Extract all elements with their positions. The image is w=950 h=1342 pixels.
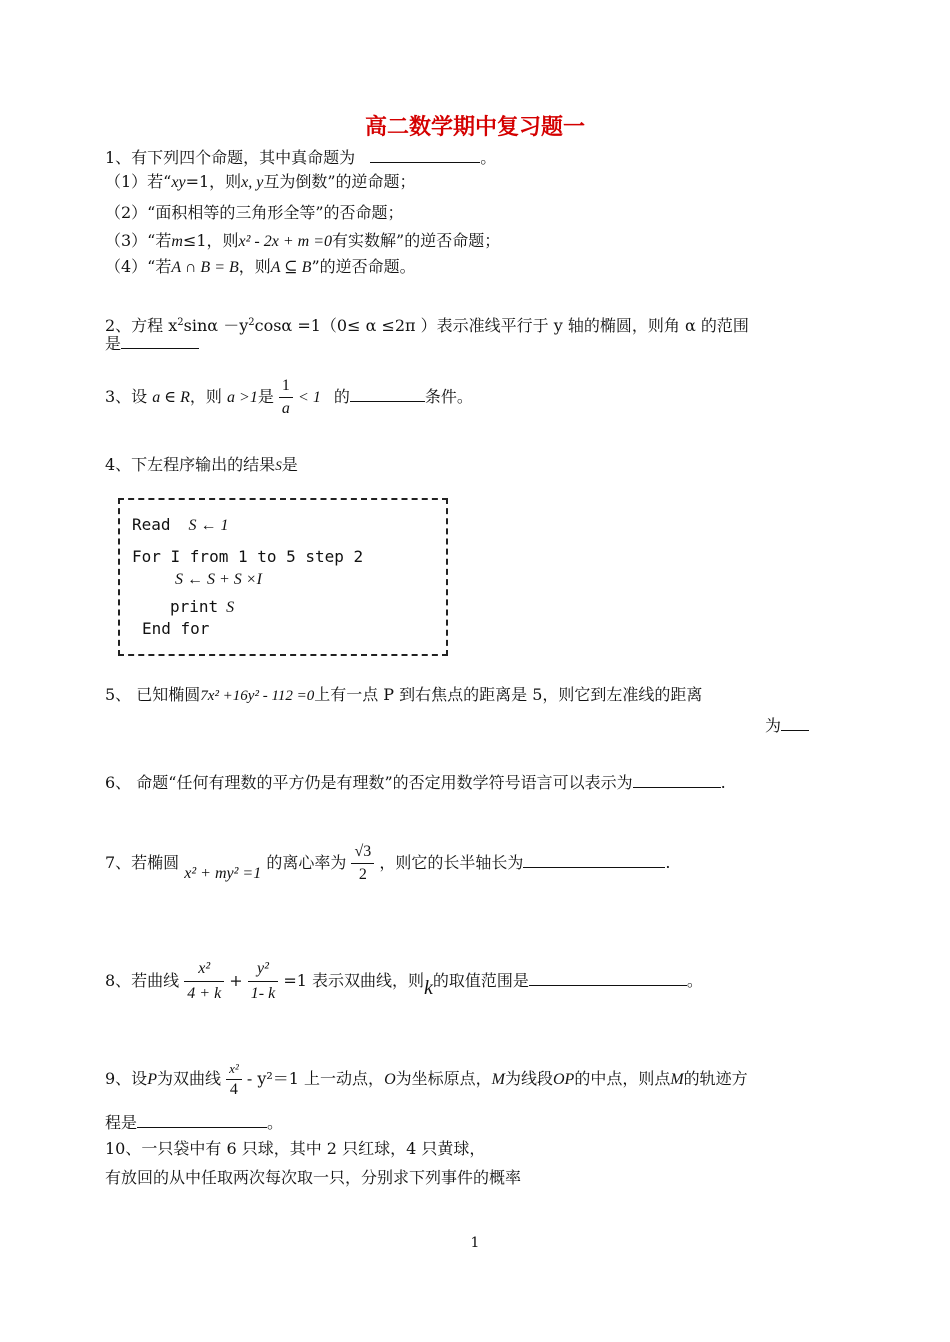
question-2-line-2: 是 <box>105 333 199 354</box>
code-line-end: End for <box>142 619 210 638</box>
question-6: 6、 命题“任何有理数的平方仍是有理数”的否定用数学符号语言可以表示为 . <box>105 773 726 792</box>
fraction-x2-over-4: $\frac{\text{x²}}{4}$ <box>226 1059 242 1100</box>
question-1-stem: 1、有下列四个命题，其中真命题为 。 <box>105 148 497 167</box>
question-5-line-2: 为 <box>765 715 809 736</box>
question-5-line-1: 5、 已知椭圆7x² +16y² - 112 =0上有一点 P 到右焦点的距离是 5，则它到左准线的距离 <box>105 685 703 704</box>
question-9-line-2: 程是 。 <box>105 1113 284 1132</box>
question-1-item-3: （3）“若m≤1，则x² - 2x + m =0有实数解”的逆否命题； <box>105 231 501 250</box>
answer-blank-6[interactable] <box>633 772 721 788</box>
code-line-print: print S <box>170 597 235 616</box>
answer-blank-3[interactable] <box>350 386 425 402</box>
question-8: 8、若曲线 $\frac{\text{x²}}{4 + k}$ + $\frac{\text{y²}}{1- k}$ =1 表示双曲线，则k的取值范围是 。 <box>105 950 703 1011</box>
answer-blank-5[interactable] <box>781 715 809 731</box>
answer-blank-8[interactable] <box>529 970 687 986</box>
code-line-read: Read S ← 1 <box>132 515 229 534</box>
code-line-for: For I from 1 to 5 step 2 <box>132 547 364 566</box>
question-4: 4、下左程序输出的结果S是 <box>105 455 298 474</box>
answer-blank-9[interactable] <box>137 1112 267 1128</box>
answer-blank-7[interactable] <box>523 852 665 868</box>
fraction-sqrt3-over-2: $\frac{√3}{2}$ <box>351 841 374 886</box>
fraction-1-over-a: $\frac{1}{a}$ <box>279 375 293 420</box>
question-3: 3、设 a ∈ R，则 a >1是 $\frac{1}{a}$ < 1 的 条件。 <box>105 374 473 421</box>
program-code-box <box>118 498 448 656</box>
question-1-item-2: （2）“面积相等的三角形全等”的否命题； <box>105 203 404 222</box>
question-1-item-4: （4）“若A ∩ B = B，则A ⊆ B”的逆否命题。 <box>105 257 416 276</box>
question-10-line-1: 10、一只袋中有 6 只球，其中 2 只红球，4 只黄球， <box>105 1139 486 1158</box>
fraction-x2-over-4pk: $\frac{\text{x²}}{4 + k}$ <box>184 957 224 1006</box>
question-10-line-2: 有放回的从中任取两次每次取一只，分别求下列事件的概率 <box>105 1168 522 1187</box>
question-2-line-1: 2、方程 $x^2\sin\alpha -y^2\cos\alpha =1(0\le \alpha \le 2\pi$ ）表示准线平行于 y 轴的椭圆，则角 α 的范围 <box>105 316 749 335</box>
answer-blank-1[interactable] <box>370 147 480 163</box>
code-line-assign: S ← S + S ×I <box>175 571 262 588</box>
page-number: 1 <box>470 1235 480 1251</box>
question-9-line-1: 9、设P为双曲线 $\frac{\text{x²}}{4}$ - y²＝1 上一动点，O为坐标原点，M为线段OP的中点，则点M的轨迹方 <box>105 1061 748 1098</box>
question-1-item-1: （1）若“xy=1，则x, y互为倒数”的逆命题； <box>105 172 416 191</box>
question-7: 7、若椭圆 x² + my² =1 的离心率为 $\frac{√3}{2}$ ，则它的长半轴长为 . <box>105 838 670 889</box>
answer-blank-2[interactable] <box>121 333 199 349</box>
fraction-y2-over-1mk: $\frac{\text{y²}}{1- k}$ <box>248 957 278 1006</box>
page-title: 高二数学期中复习题一 <box>364 114 585 140</box>
